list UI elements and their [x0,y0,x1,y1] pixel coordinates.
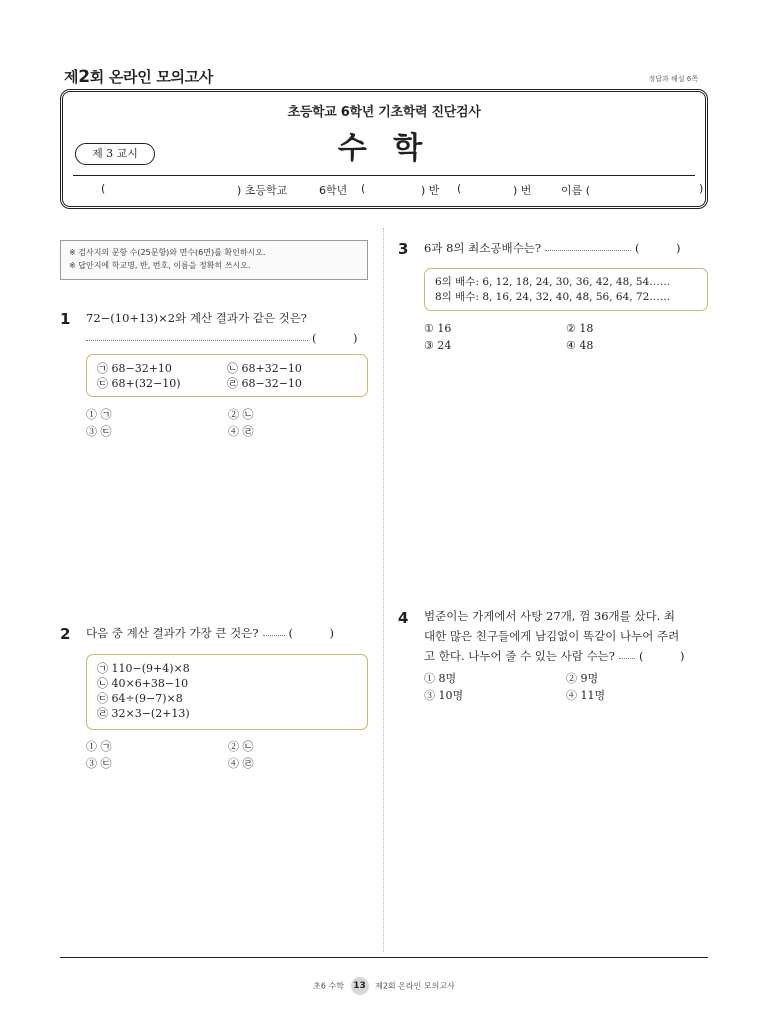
choice-item: ㉢ 68+(32−10) [97,377,181,390]
footer-divider [60,957,708,958]
notice-box [60,240,368,280]
answer-option[interactable]: ④ ㉣ [228,757,254,770]
leader-dots [263,630,285,636]
answer-option[interactable]: ① ㉠ [86,740,112,753]
series-title [64,66,213,87]
answer-options-3 [424,320,708,354]
choice-item: ㉡ 68+32−10 [227,362,302,375]
choice-item: ㉠ 110−(9+4)×8 [97,662,190,675]
series-suffix: 회 온라인 모의고사 [89,68,214,86]
answer-option[interactable]: ③ ㉢ [86,757,112,770]
answer-option[interactable]: ③ ㉢ [86,425,112,438]
footer-series: 제2회 온라인 모의고사 [375,981,455,991]
question-stem: 6과 8의 최소공배수는? [424,241,541,255]
question-line: 대한 많은 친구들에게 남김없이 똑같이 나누어 주려 [424,629,680,643]
student-info-row [91,182,704,198]
choice-box-1 [86,354,368,397]
answer-option[interactable]: ③ 24 [424,339,452,352]
number-open: ( [457,182,462,195]
school-field-label: ) 초등학교 [237,184,288,197]
series-number: 2 [78,67,90,87]
question-number-4: 4 [398,609,409,627]
header-divider [73,175,695,176]
column-divider [383,228,384,952]
notice-line: ※ 답안지에 학교명, 반, 번호, 이름을 정확히 쓰시오. [69,261,251,270]
school-open: ( [101,182,106,195]
answer-options-1 [86,406,370,440]
leader-dots [619,653,635,659]
series-prefix: 제 [64,68,79,86]
question-number-1: 1 [60,310,71,328]
period-badge: 제 3 교시 [75,143,155,165]
question-text-4 [424,606,714,666]
answer-reference: 정답과 해설 6쪽 [648,75,698,83]
notice-line: ※ 검사지의 문항 수(25문항)와 면수(6면)를 확인하시오. [69,248,266,257]
question-stem: 다음 중 계산 결과가 가장 큰 것은? [86,626,259,640]
answer-option[interactable]: ② ㉡ [228,408,254,421]
answer-option[interactable]: ② ㉡ [228,740,254,753]
multiples-box [424,268,708,311]
answer-option[interactable]: ④ 48 [566,339,594,352]
question-stem: 72−(10+13)×2와 계산 결과가 같은 것은? [86,311,307,325]
page-footer [0,977,768,995]
choice-item: ㉡ 40×6+38−10 [97,677,189,690]
multiples-of-6: 6의 배수: 6, 12, 18, 24, 30, 36, 42, 48, 54…… [435,276,671,288]
answer-option[interactable]: ③ 10명 [424,689,464,702]
question-line: 고 한다. 나누어 줄 수 있는 사람 수는? [424,649,615,663]
answer-option[interactable]: ④ 11명 [566,689,606,702]
question-number-2: 2 [60,625,71,643]
exam-header-box [60,89,708,209]
page-number: 13 [351,977,369,995]
question-number-3: 3 [398,240,409,258]
multiples-of-8: 8의 배수: 8, 16, 24, 32, 40, 48, 56, 64, 72…… [435,291,671,303]
grade-label: 6학년 [319,184,348,197]
exam-subtitle: 초등학교 6학년 기초학력 진단검사 [287,105,481,120]
choice-item: ㉢ 64÷(9−7)×8 [97,692,183,705]
answer-blank: ( ) [638,649,685,663]
answer-option[interactable]: ① 16 [424,322,452,335]
answer-option[interactable]: ④ ㉣ [228,425,254,438]
question-text-1 [86,308,376,348]
answer-blank: ( ) [288,626,335,640]
answer-options-2 [86,738,370,772]
answer-option[interactable]: ② 18 [566,322,594,335]
choice-box-2 [86,654,368,730]
answer-option[interactable]: ② 9명 [566,672,599,685]
footer-subject: 초6 수학 [313,981,344,991]
answer-option[interactable]: ① 8명 [424,672,457,685]
name-close: ) [699,182,704,195]
class-field-label: ) 반 [421,184,440,197]
answer-blank: ( ) [312,331,358,345]
number-field-label: ) 번 [513,184,532,197]
answer-option[interactable]: ① ㉠ [86,408,112,421]
choice-item: ㉠ 68−32+10 [97,362,172,375]
class-open: ( [361,182,366,195]
name-field-label: 이름 ( [561,184,591,197]
choice-item: ㉣ 68−32−10 [227,377,302,390]
leader-dots [545,245,631,251]
answer-blank: ( ) [634,241,681,255]
exam-subject: 수 학 [337,131,431,166]
question-line: 범준이는 가게에서 사탕 27개, 껌 36개를 샀다. 최 [424,609,676,623]
question-text-2 [86,623,376,643]
question-text-3 [424,238,714,258]
leader-dots [86,335,308,341]
answer-options-4 [424,670,708,704]
choice-item: ㉣ 32×3−(2+13) [97,707,190,720]
